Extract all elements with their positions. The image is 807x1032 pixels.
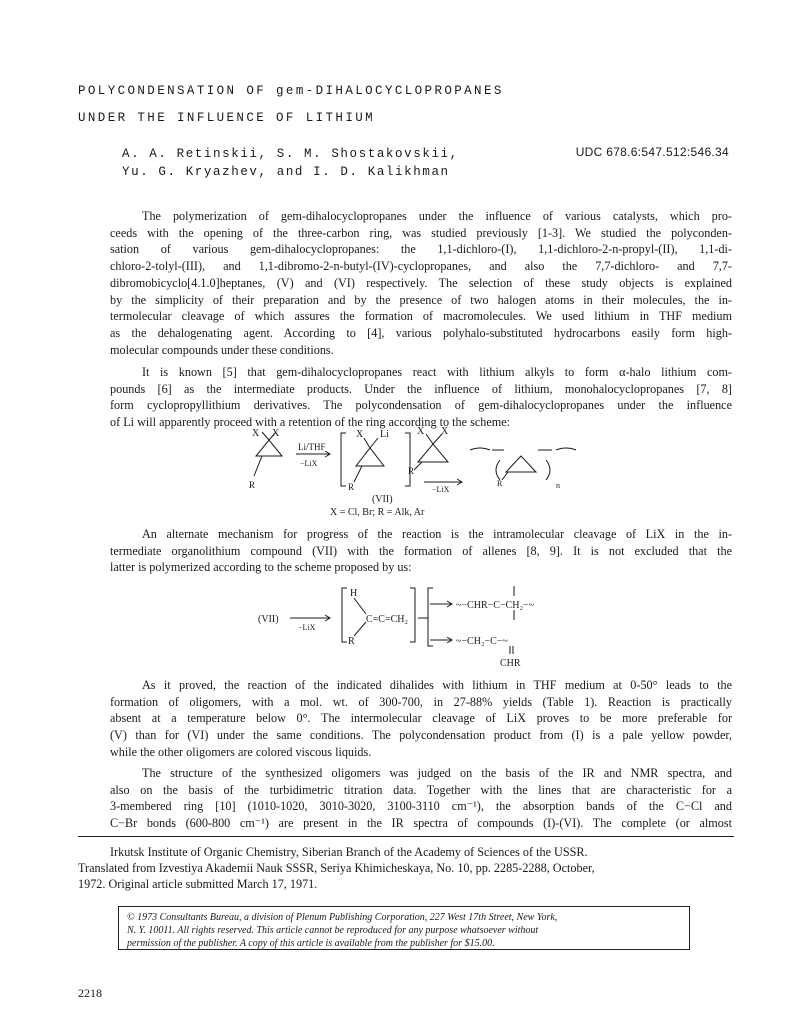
text-line: as the dehalogenating agent. According to [4], various polyhalo-substituted hydrocarbons easily form high- — [110, 325, 732, 340]
text-line: absent at a temperature below 0°. The intermolecular cleavage of LiX proves to be more preferable for — [110, 711, 732, 726]
text-line: formation of oligomers, with a mol. wt. of 300-700, in 27-88% yields (Table 1). Reaction is practically — [110, 694, 732, 709]
substituent-r: R — [348, 636, 355, 647]
text-line: form cyclopropyllithium derivatives. The polycondensation of gem-dihalocyclopropanes under the influence — [110, 398, 732, 413]
paragraph-2 — [78, 364, 732, 431]
reaction-scheme-ring-retention — [0, 426, 807, 522]
footnote-line: Irkutsk Institute of Organic Chemistry, Siberian Branch of the Academy of Sciences of the USSR. — [110, 845, 588, 859]
text-line: while the other oligomers are colored viscous liquids. — [110, 744, 372, 759]
lithium-li: Li — [380, 429, 389, 440]
paragraph-1 — [78, 208, 732, 358]
article-title-line-1: POLYCONDENSATION OF gem-DIHALOCYCLOPROPANES — [78, 84, 504, 98]
reaction-scheme-allene-polymerization — [0, 580, 807, 670]
side-group-chr: CHR — [500, 658, 521, 669]
halogen-x: X — [272, 428, 280, 439]
halogen-x: X — [252, 428, 260, 439]
text-line: An alternate mechanism for progress of the reaction is the intramolecular cleavage of LiX in the in- — [142, 527, 732, 541]
footnote — [78, 844, 732, 892]
halogen-x: X — [356, 429, 364, 440]
compound-label-vii: (VII) — [258, 614, 279, 625]
copyright-notice — [118, 906, 690, 950]
halogen-x: X — [417, 426, 425, 437]
footnote-divider — [78, 836, 734, 837]
copyright-line: © 1973 Consultants Bureau, a division of Plenum Publishing Corporation, 227 West 17th Street, New York, — [127, 912, 558, 923]
text-line: (V) than for (VI) under the same conditions. The polycondensation product from (I) is a pale yellow powder, — [110, 728, 732, 743]
paragraph-4 — [78, 677, 732, 761]
substituent-r: R — [408, 466, 415, 476]
polymer-chain-bottom: ~−CH₂−C−~ — [456, 636, 508, 647]
compound-label-vii: (VII) — [372, 494, 393, 505]
text-line: It is known [5] that gem-dihalocyclopropanes react with lithium alkyls to form α-halo lithium com- — [142, 365, 732, 379]
allene-fragment: C=C=CH₂ — [366, 614, 408, 625]
text-line: molecular compounds under these conditions. — [110, 342, 334, 357]
text-line: sation of various gem-dihalocyclopropanes: the 1,1-dichloro-(I), 1,1-dichloro-2-n-propyl-(II), 1,1-di- — [110, 242, 732, 257]
text-line: 3-membered ring [10] (1010-1020, 3010-3020, 3100-3110 cm⁻¹), the absorption bands of the C−Cl and — [110, 799, 732, 814]
text-line: termolecular cleavage of which assures the formation of macromolecules. We used lithium in THF medium — [110, 309, 732, 324]
footnote-line: Translated from Izvestiya Akademii Nauk SSSR, Seriya Khimicheskaya, No. 10, pp. 2285-2288, October, — [78, 861, 595, 875]
text-line: C−Br bonds (600-800 cm⁻¹) are present in the IR spectra of compounds (I)-(VI). The complete (or almost — [110, 816, 732, 831]
scheme-legend: X = Cl, Br; R = Alk, Ar — [330, 507, 425, 518]
elimination-lix: −LiX — [432, 485, 450, 494]
text-line: dibromobicyclo[4.1.0]heptanes, (V) and (VI) respectively. The selection of these study objects is explained — [110, 275, 732, 290]
halogen-x: X — [441, 426, 449, 437]
elimination-lix: −LiX — [298, 623, 316, 632]
text-line: termediate organolithium compound (VII) with the formation of allenes [8, 9]. It is not excluded that the — [110, 543, 732, 558]
authors-line-2: Yu. G. Kryazhev, and I. D. Kalikhman — [122, 165, 450, 179]
repeat-n: n — [556, 481, 560, 490]
article-title-line-2: UNDER THE INFLUENCE OF LITHIUM — [78, 111, 376, 125]
substituent-r: R — [348, 482, 355, 492]
substituent-r: R — [497, 479, 503, 488]
substituent-r: R — [249, 480, 256, 490]
text-line: ceeds with the opening of the three-carbon ring, was studied previously [1-3]. We studied the polyconden- — [110, 225, 732, 240]
text-line: As it proved, the reaction of the indicated dihalides with lithium in THF medium at 0-50° leads to the — [142, 678, 732, 692]
copyright-line: permission of the publisher. A copy of this article is available from the publisher for $15.00. — [127, 938, 495, 949]
text-line: pounds [6] as the intermediate products. Under the influence of lithium, monohalocyclopropanes [7, 8] — [110, 381, 732, 396]
text-line: The polymerization of gem-dihalocyclopropanes under the influence of various catalysts, which pro- — [142, 209, 732, 223]
authors — [122, 145, 459, 181]
elimination-lix: −LiX — [300, 459, 318, 468]
authors-line-1: A. A. Retinskii, S. M. Shostakovskii, — [122, 147, 459, 161]
page-number: 2218 — [78, 986, 102, 1000]
reagent-li-thf: Li/THF — [298, 442, 326, 452]
paragraph-3 — [78, 526, 732, 576]
polymer-chain-top: ~−CHR−C−CH₂−~ — [456, 600, 534, 611]
paragraph-5 — [78, 765, 732, 832]
text-line: also on the basis of the turbidimetric titration data. Together with the lines that are characteristic for a — [110, 782, 732, 797]
text-line: The structure of the synthesized oligomers was judged on the basis of the IR and NMR spectra, and — [142, 766, 732, 780]
udc-code: UDC 678.6:547.512:546.34 — [575, 145, 729, 159]
text-line: of Li will apparently proceed with a retention of the ring according to the scheme: — [110, 415, 511, 430]
copyright-line: N. Y. 10011. All rights reserved. This article cannot be reproduced for any purpose whatsoever without — [127, 925, 539, 936]
text-line: chloro-2-tolyl-(III), and 1,1-dibromo-2-n-butyl-(IV)-cyclopropanes, and also the 7,7-dichloro- and 7,7- — [110, 259, 732, 274]
text-line: latter is polymerized according to the scheme proposed by us: — [110, 560, 412, 575]
footnote-line: 1972. Original article submitted March 17, 1971. — [78, 877, 318, 891]
atom-h: H — [350, 588, 358, 599]
text-line: by the simplicity of their preparation and by the presence of two halogen atoms in their molecules, the in- — [110, 292, 732, 307]
